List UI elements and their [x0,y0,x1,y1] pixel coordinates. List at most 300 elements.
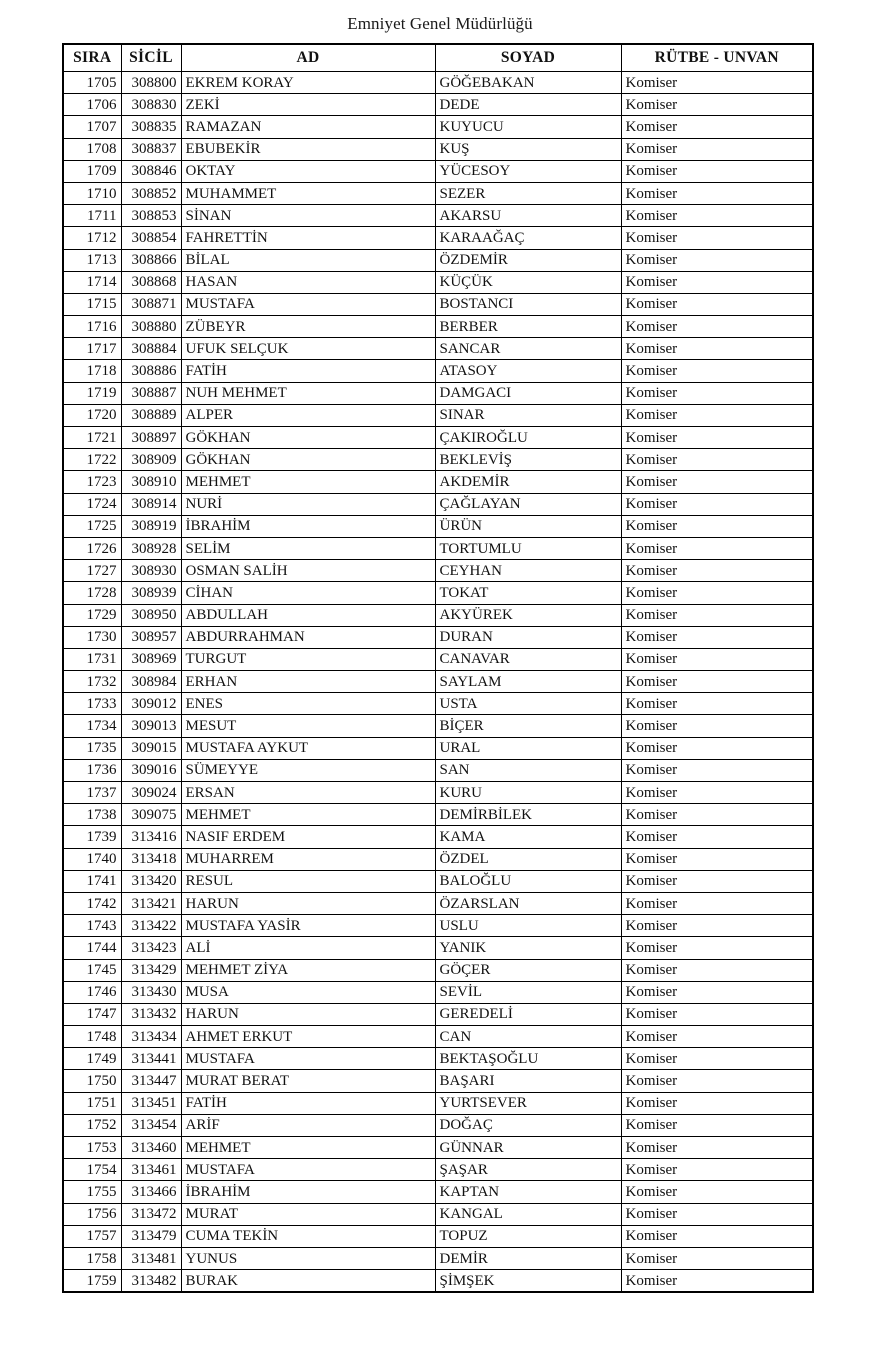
cell-soyad: AKDEMİR [435,471,621,493]
cell-sira: 1759 [63,1270,121,1293]
cell-sira: 1719 [63,382,121,404]
table-row [63,737,813,759]
cell-ad: YUNUS [181,1247,435,1269]
cell-soyad: BEKTAŞOĞLU [435,1048,621,1070]
cell-sira: 1752 [63,1114,121,1136]
cell-rutbe: Komiser [621,449,813,471]
cell-sicil: 313434 [121,1026,181,1048]
cell-soyad: CAN [435,1026,621,1048]
table-row [63,671,813,693]
table-row [63,404,813,426]
cell-sira: 1722 [63,449,121,471]
table-row [63,804,813,826]
table-row [63,1159,813,1181]
cell-ad: MEHMET [181,471,435,493]
table-row [63,382,813,404]
cell-soyad: DAMGACI [435,382,621,404]
cell-soyad: ŞAŞAR [435,1159,621,1181]
table-body [63,72,813,1293]
cell-sicil: 308846 [121,160,181,182]
cell-sira: 1710 [63,182,121,204]
cell-rutbe: Komiser [621,715,813,737]
cell-soyad: ÖZARSLAN [435,892,621,914]
cell-sira: 1738 [63,804,121,826]
cell-soyad: ÜRÜN [435,515,621,537]
cell-soyad: DEMİR [435,1247,621,1269]
table-row [63,1247,813,1269]
table-row [63,582,813,604]
cell-soyad: SAN [435,759,621,781]
cell-rutbe: Komiser [621,94,813,116]
cell-soyad: DEDE [435,94,621,116]
cell-rutbe: Komiser [621,1137,813,1159]
cell-soyad: URAL [435,737,621,759]
cell-soyad: TORTUMLU [435,537,621,559]
cell-sicil: 313418 [121,848,181,870]
cell-soyad: GÖÇER [435,959,621,981]
table-row [63,892,813,914]
cell-soyad: ŞİMŞEK [435,1270,621,1293]
table-row [63,848,813,870]
cell-ad: MEHMET [181,1137,435,1159]
cell-ad: MESUT [181,715,435,737]
cell-sira: 1716 [63,316,121,338]
cell-soyad: USTA [435,693,621,715]
cell-ad: SELİM [181,537,435,559]
cell-rutbe: Komiser [621,870,813,892]
cell-ad: MUHARREM [181,848,435,870]
cell-sicil: 313479 [121,1225,181,1247]
cell-ad: FATİH [181,360,435,382]
cell-rutbe: Komiser [621,249,813,271]
cell-sicil: 308889 [121,404,181,426]
table-row [63,1181,813,1203]
cell-ad: HARUN [181,892,435,914]
cell-rutbe: Komiser [621,1114,813,1136]
cell-sicil: 309012 [121,693,181,715]
cell-sicil: 313460 [121,1137,181,1159]
table-row [63,870,813,892]
cell-ad: ERHAN [181,671,435,693]
cell-soyad: TOKAT [435,582,621,604]
cell-sira: 1757 [63,1225,121,1247]
cell-rutbe: Komiser [621,981,813,1003]
cell-sira: 1756 [63,1203,121,1225]
cell-sira: 1730 [63,626,121,648]
cell-rutbe: Komiser [621,293,813,315]
cell-ad: NURİ [181,493,435,515]
table-row [63,360,813,382]
cell-soyad: CEYHAN [435,560,621,582]
column-header-soyad: SOYAD [435,44,621,72]
cell-sira: 1715 [63,293,121,315]
cell-ad: MUSTAFA AYKUT [181,737,435,759]
table-row [63,626,813,648]
cell-sicil: 309024 [121,782,181,804]
cell-rutbe: Komiser [621,937,813,959]
cell-soyad: ATASOY [435,360,621,382]
cell-ad: ZEKİ [181,94,435,116]
cell-sira: 1735 [63,737,121,759]
cell-sicil: 308969 [121,648,181,670]
table-row [63,915,813,937]
column-header-ad: AD [181,44,435,72]
cell-rutbe: Komiser [621,227,813,249]
cell-sira: 1753 [63,1137,121,1159]
cell-sicil: 313481 [121,1247,181,1269]
table-header [63,44,813,72]
column-header-sicil: SİCİL [121,44,181,72]
cell-sira: 1749 [63,1048,121,1070]
cell-sicil: 308868 [121,271,181,293]
cell-sira: 1731 [63,648,121,670]
cell-sira: 1718 [63,360,121,382]
cell-ad: OSMAN SALİH [181,560,435,582]
cell-rutbe: Komiser [621,471,813,493]
cell-ad: EKREM KORAY [181,72,435,94]
cell-sicil: 313420 [121,870,181,892]
cell-rutbe: Komiser [621,604,813,626]
table-row [63,1092,813,1114]
cell-ad: MEHMET ZİYA [181,959,435,981]
cell-rutbe: Komiser [621,915,813,937]
cell-ad: RESUL [181,870,435,892]
cell-sicil: 308886 [121,360,181,382]
cell-sicil: 313441 [121,1048,181,1070]
cell-ad: MUSTAFA [181,293,435,315]
cell-ad: BİLAL [181,249,435,271]
cell-sira: 1750 [63,1070,121,1092]
cell-soyad: DOĞAÇ [435,1114,621,1136]
cell-sicil: 308866 [121,249,181,271]
cell-sira: 1755 [63,1181,121,1203]
cell-sicil: 313416 [121,826,181,848]
cell-sira: 1717 [63,338,121,360]
cell-sira: 1705 [63,72,121,94]
cell-soyad: AKARSU [435,205,621,227]
table-row [63,560,813,582]
cell-soyad: BİÇER [435,715,621,737]
cell-sicil: 308835 [121,116,181,138]
cell-soyad: KAPTAN [435,1181,621,1203]
table-row [63,449,813,471]
cell-sira: 1714 [63,271,121,293]
cell-sicil: 308939 [121,582,181,604]
table-row [63,1003,813,1025]
cell-rutbe: Komiser [621,782,813,804]
cell-rutbe: Komiser [621,182,813,204]
table-row [63,515,813,537]
cell-rutbe: Komiser [621,737,813,759]
cell-soyad: SANCAR [435,338,621,360]
cell-rutbe: Komiser [621,1159,813,1181]
cell-sicil: 313482 [121,1270,181,1293]
cell-rutbe: Komiser [621,648,813,670]
cell-sira: 1726 [63,537,121,559]
cell-rutbe: Komiser [621,671,813,693]
table-row [63,1225,813,1247]
cell-sira: 1745 [63,959,121,981]
cell-ad: MUSA [181,981,435,1003]
table-row [63,1137,813,1159]
cell-soyad: GEREDELİ [435,1003,621,1025]
cell-soyad: KURU [435,782,621,804]
personnel-roster-table [62,43,814,1293]
cell-ad: NUH MEHMET [181,382,435,404]
table-header-row [63,44,813,72]
cell-ad: MURAT BERAT [181,1070,435,1092]
cell-rutbe: Komiser [621,848,813,870]
cell-rutbe: Komiser [621,360,813,382]
cell-sicil: 308897 [121,427,181,449]
cell-rutbe: Komiser [621,316,813,338]
cell-rutbe: Komiser [621,1048,813,1070]
cell-sira: 1758 [63,1247,121,1269]
table-row [63,1203,813,1225]
table-row [63,182,813,204]
table-row [63,826,813,848]
table-row [63,537,813,559]
cell-soyad: CANAVAR [435,648,621,670]
table-row [63,493,813,515]
cell-rutbe: Komiser [621,1092,813,1114]
cell-rutbe: Komiser [621,271,813,293]
cell-rutbe: Komiser [621,826,813,848]
column-header-rutbe: RÜTBE - UNVAN [621,44,813,72]
cell-sicil: 313461 [121,1159,181,1181]
cell-rutbe: Komiser [621,493,813,515]
cell-sicil: 308914 [121,493,181,515]
cell-rutbe: Komiser [621,404,813,426]
cell-sira: 1709 [63,160,121,182]
cell-rutbe: Komiser [621,1003,813,1025]
cell-soyad: KUŞ [435,138,621,160]
cell-soyad: SEVİL [435,981,621,1003]
cell-sicil: 313429 [121,959,181,981]
cell-soyad: KANGAL [435,1203,621,1225]
table-row [63,160,813,182]
cell-rutbe: Komiser [621,1247,813,1269]
cell-sicil: 308871 [121,293,181,315]
cell-sira: 1739 [63,826,121,848]
cell-sira: 1742 [63,892,121,914]
table-row [63,715,813,737]
cell-ad: MUSTAFA YASİR [181,915,435,937]
cell-soyad: BAŞARI [435,1070,621,1092]
cell-ad: CUMA TEKİN [181,1225,435,1247]
cell-rutbe: Komiser [621,138,813,160]
table-row [63,316,813,338]
cell-rutbe: Komiser [621,515,813,537]
cell-ad: SÜMEYYE [181,759,435,781]
cell-sira: 1740 [63,848,121,870]
cell-sicil: 308910 [121,471,181,493]
cell-ad: AHMET ERKUT [181,1026,435,1048]
cell-ad: FAHRETTİN [181,227,435,249]
cell-sicil: 309015 [121,737,181,759]
cell-ad: ABDULLAH [181,604,435,626]
cell-sicil: 309075 [121,804,181,826]
cell-sicil: 308919 [121,515,181,537]
column-header-sira: SIRA [63,44,121,72]
table-row [63,604,813,626]
table-row [63,138,813,160]
table-row [63,471,813,493]
cell-ad: MURAT [181,1203,435,1225]
cell-rutbe: Komiser [621,759,813,781]
cell-sira: 1708 [63,138,121,160]
cell-ad: MUHAMMET [181,182,435,204]
cell-rutbe: Komiser [621,1225,813,1247]
cell-soyad: GÖĞEBAKAN [435,72,621,94]
cell-soyad: ÖZDEMİR [435,249,621,271]
table-row [63,1114,813,1136]
cell-sira: 1737 [63,782,121,804]
cell-ad: OKTAY [181,160,435,182]
cell-ad: HARUN [181,1003,435,1025]
table-row [63,1026,813,1048]
cell-soyad: SAYLAM [435,671,621,693]
cell-sicil: 308800 [121,72,181,94]
cell-sicil: 313421 [121,892,181,914]
cell-sicil: 313472 [121,1203,181,1225]
cell-soyad: AKYÜREK [435,604,621,626]
table-row [63,1048,813,1070]
cell-sicil: 309016 [121,759,181,781]
cell-soyad: ÖZDEL [435,848,621,870]
cell-sicil: 309013 [121,715,181,737]
cell-soyad: USLU [435,915,621,937]
cell-ad: UFUK SELÇUK [181,338,435,360]
cell-sicil: 313454 [121,1114,181,1136]
cell-rutbe: Komiser [621,626,813,648]
cell-soyad: YANIK [435,937,621,959]
cell-sira: 1747 [63,1003,121,1025]
cell-rutbe: Komiser [621,427,813,449]
cell-sicil: 313423 [121,937,181,959]
cell-sira: 1712 [63,227,121,249]
cell-sicil: 308880 [121,316,181,338]
cell-ad: İBRAHİM [181,515,435,537]
cell-sira: 1746 [63,981,121,1003]
cell-ad: MUSTAFA [181,1159,435,1181]
cell-soyad: KARAAĞAÇ [435,227,621,249]
cell-ad: GÖKHAN [181,449,435,471]
cell-soyad: TOPUZ [435,1225,621,1247]
cell-sicil: 313447 [121,1070,181,1092]
cell-ad: GÖKHAN [181,427,435,449]
cell-rutbe: Komiser [621,205,813,227]
cell-soyad: BEKLEVİŞ [435,449,621,471]
cell-rutbe: Komiser [621,693,813,715]
cell-ad: BURAK [181,1270,435,1293]
cell-sira: 1721 [63,427,121,449]
cell-sira: 1713 [63,249,121,271]
cell-rutbe: Komiser [621,382,813,404]
roster-table-container [62,43,812,1293]
cell-soyad: GÜNNAR [435,1137,621,1159]
cell-rutbe: Komiser [621,804,813,826]
cell-sira: 1733 [63,693,121,715]
cell-ad: RAMAZAN [181,116,435,138]
cell-sira: 1751 [63,1092,121,1114]
table-row [63,782,813,804]
cell-soyad: KÜÇÜK [435,271,621,293]
cell-soyad: BOSTANCI [435,293,621,315]
cell-rutbe: Komiser [621,537,813,559]
cell-soyad: YURTSEVER [435,1092,621,1114]
cell-sicil: 313422 [121,915,181,937]
cell-rutbe: Komiser [621,892,813,914]
cell-sira: 1741 [63,870,121,892]
cell-soyad: SEZER [435,182,621,204]
cell-sira: 1748 [63,1026,121,1048]
cell-sicil: 308884 [121,338,181,360]
cell-sicil: 308830 [121,94,181,116]
cell-sira: 1754 [63,1159,121,1181]
table-row [63,227,813,249]
cell-sira: 1732 [63,671,121,693]
cell-sicil: 308853 [121,205,181,227]
cell-ad: CİHAN [181,582,435,604]
cell-ad: FATİH [181,1092,435,1114]
table-row [63,94,813,116]
cell-sicil: 308950 [121,604,181,626]
cell-sira: 1706 [63,94,121,116]
cell-sira: 1729 [63,604,121,626]
cell-sira: 1711 [63,205,121,227]
cell-sira: 1725 [63,515,121,537]
cell-ad: ALİ [181,937,435,959]
cell-sicil: 308837 [121,138,181,160]
cell-soyad: DURAN [435,626,621,648]
cell-sira: 1724 [63,493,121,515]
cell-sicil: 313432 [121,1003,181,1025]
cell-sicil: 308887 [121,382,181,404]
cell-ad: HASAN [181,271,435,293]
cell-rutbe: Komiser [621,560,813,582]
table-row [63,249,813,271]
cell-ad: ABDURRAHMAN [181,626,435,648]
table-row [63,648,813,670]
cell-rutbe: Komiser [621,1270,813,1293]
cell-soyad: KAMA [435,826,621,848]
table-row [63,1070,813,1092]
cell-sicil: 308957 [121,626,181,648]
table-row [63,72,813,94]
cell-ad: ENES [181,693,435,715]
cell-sicil: 313466 [121,1181,181,1203]
cell-sicil: 308909 [121,449,181,471]
table-row [63,981,813,1003]
cell-soyad: BALOĞLU [435,870,621,892]
cell-rutbe: Komiser [621,160,813,182]
cell-sira: 1734 [63,715,121,737]
table-row [63,205,813,227]
cell-soyad: ÇAKIROĞLU [435,427,621,449]
cell-ad: SİNAN [181,205,435,227]
cell-rutbe: Komiser [621,1026,813,1048]
cell-sicil: 313430 [121,981,181,1003]
cell-rutbe: Komiser [621,116,813,138]
cell-ad: ZÜBEYR [181,316,435,338]
cell-soyad: KUYUCU [435,116,621,138]
cell-sira: 1727 [63,560,121,582]
cell-sira: 1720 [63,404,121,426]
cell-sira: 1743 [63,915,121,937]
cell-ad: ALPER [181,404,435,426]
cell-sicil: 308854 [121,227,181,249]
